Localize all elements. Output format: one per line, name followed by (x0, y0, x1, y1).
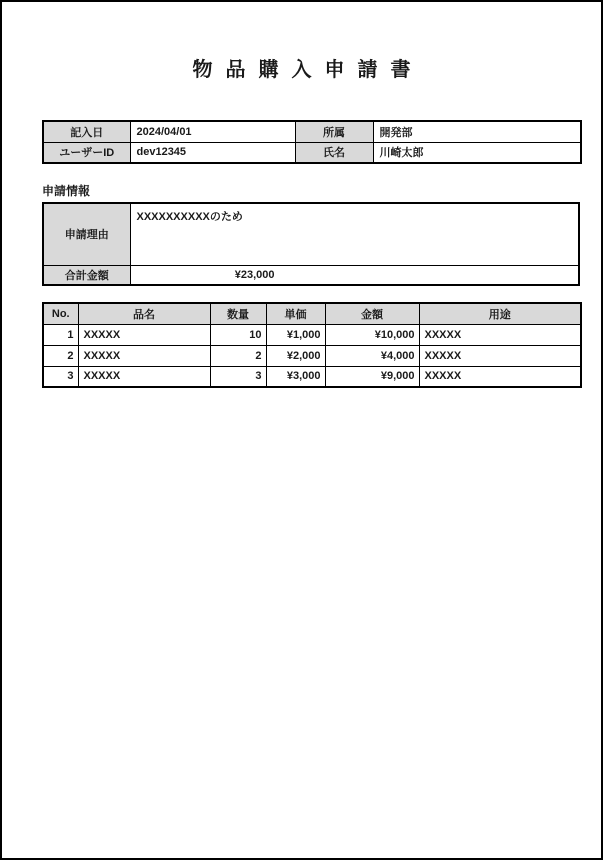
total-amount-label: 合計金額 (43, 265, 130, 285)
name-value: 川崎太郎 (373, 142, 581, 163)
item-no: 1 (43, 324, 78, 345)
item-row (43, 345, 581, 366)
item-amount: ¥4,000 (325, 345, 419, 366)
col-header-no: No. (43, 303, 78, 324)
total-row (43, 265, 579, 285)
col-header-quantity: 数量 (210, 303, 266, 324)
col-header-purpose: 用途 (419, 303, 581, 324)
item-quantity: 3 (210, 366, 266, 387)
department-label: 所属 (295, 121, 373, 142)
item-purpose: XXXXX (419, 345, 581, 366)
item-quantity: 10 (210, 324, 266, 345)
item-row (43, 324, 581, 345)
total-amount-value: ¥23,000 (234, 268, 275, 281)
department-value: 開発部 (373, 121, 581, 142)
user-id-label: ユーザーID (43, 142, 130, 163)
application-info-table (42, 202, 580, 286)
item-name: XXXXX (78, 345, 210, 366)
entry-date-value: 2024/04/01 (130, 121, 295, 142)
item-quantity: 2 (210, 345, 266, 366)
items-table (42, 302, 582, 388)
reason-label: 申請理由 (43, 203, 130, 265)
item-name: XXXXX (78, 324, 210, 345)
header-info-table (42, 120, 582, 164)
name-label: 氏名 (295, 142, 373, 163)
document-title: 物品購入申請書 (192, 59, 424, 81)
item-unit-price: ¥1,000 (266, 324, 325, 345)
item-amount: ¥9,000 (325, 366, 419, 387)
item-row (43, 366, 581, 387)
item-no: 2 (43, 345, 78, 366)
item-purpose: XXXXX (419, 366, 581, 387)
item-amount: ¥10,000 (325, 324, 419, 345)
reason-value: XXXXXXXXXXのため (130, 203, 579, 265)
user-id-value: dev12345 (130, 142, 295, 163)
item-no: 3 (43, 366, 78, 387)
reason-row (43, 203, 579, 265)
col-header-unit-price: 単価 (266, 303, 325, 324)
info-row-2 (43, 142, 581, 163)
entry-date-label: 記入日 (43, 121, 130, 142)
item-unit-price: ¥2,000 (266, 345, 325, 366)
items-header-row (43, 303, 581, 324)
item-purpose: XXXXX (419, 324, 581, 345)
col-header-amount: 金額 (325, 303, 419, 324)
total-amount-cell (130, 265, 579, 285)
application-info-heading: 申請情報 (42, 184, 91, 198)
item-name: XXXXX (78, 366, 210, 387)
info-row-1 (43, 121, 581, 142)
col-header-item-name: 品名 (78, 303, 210, 324)
item-unit-price: ¥3,000 (266, 366, 325, 387)
